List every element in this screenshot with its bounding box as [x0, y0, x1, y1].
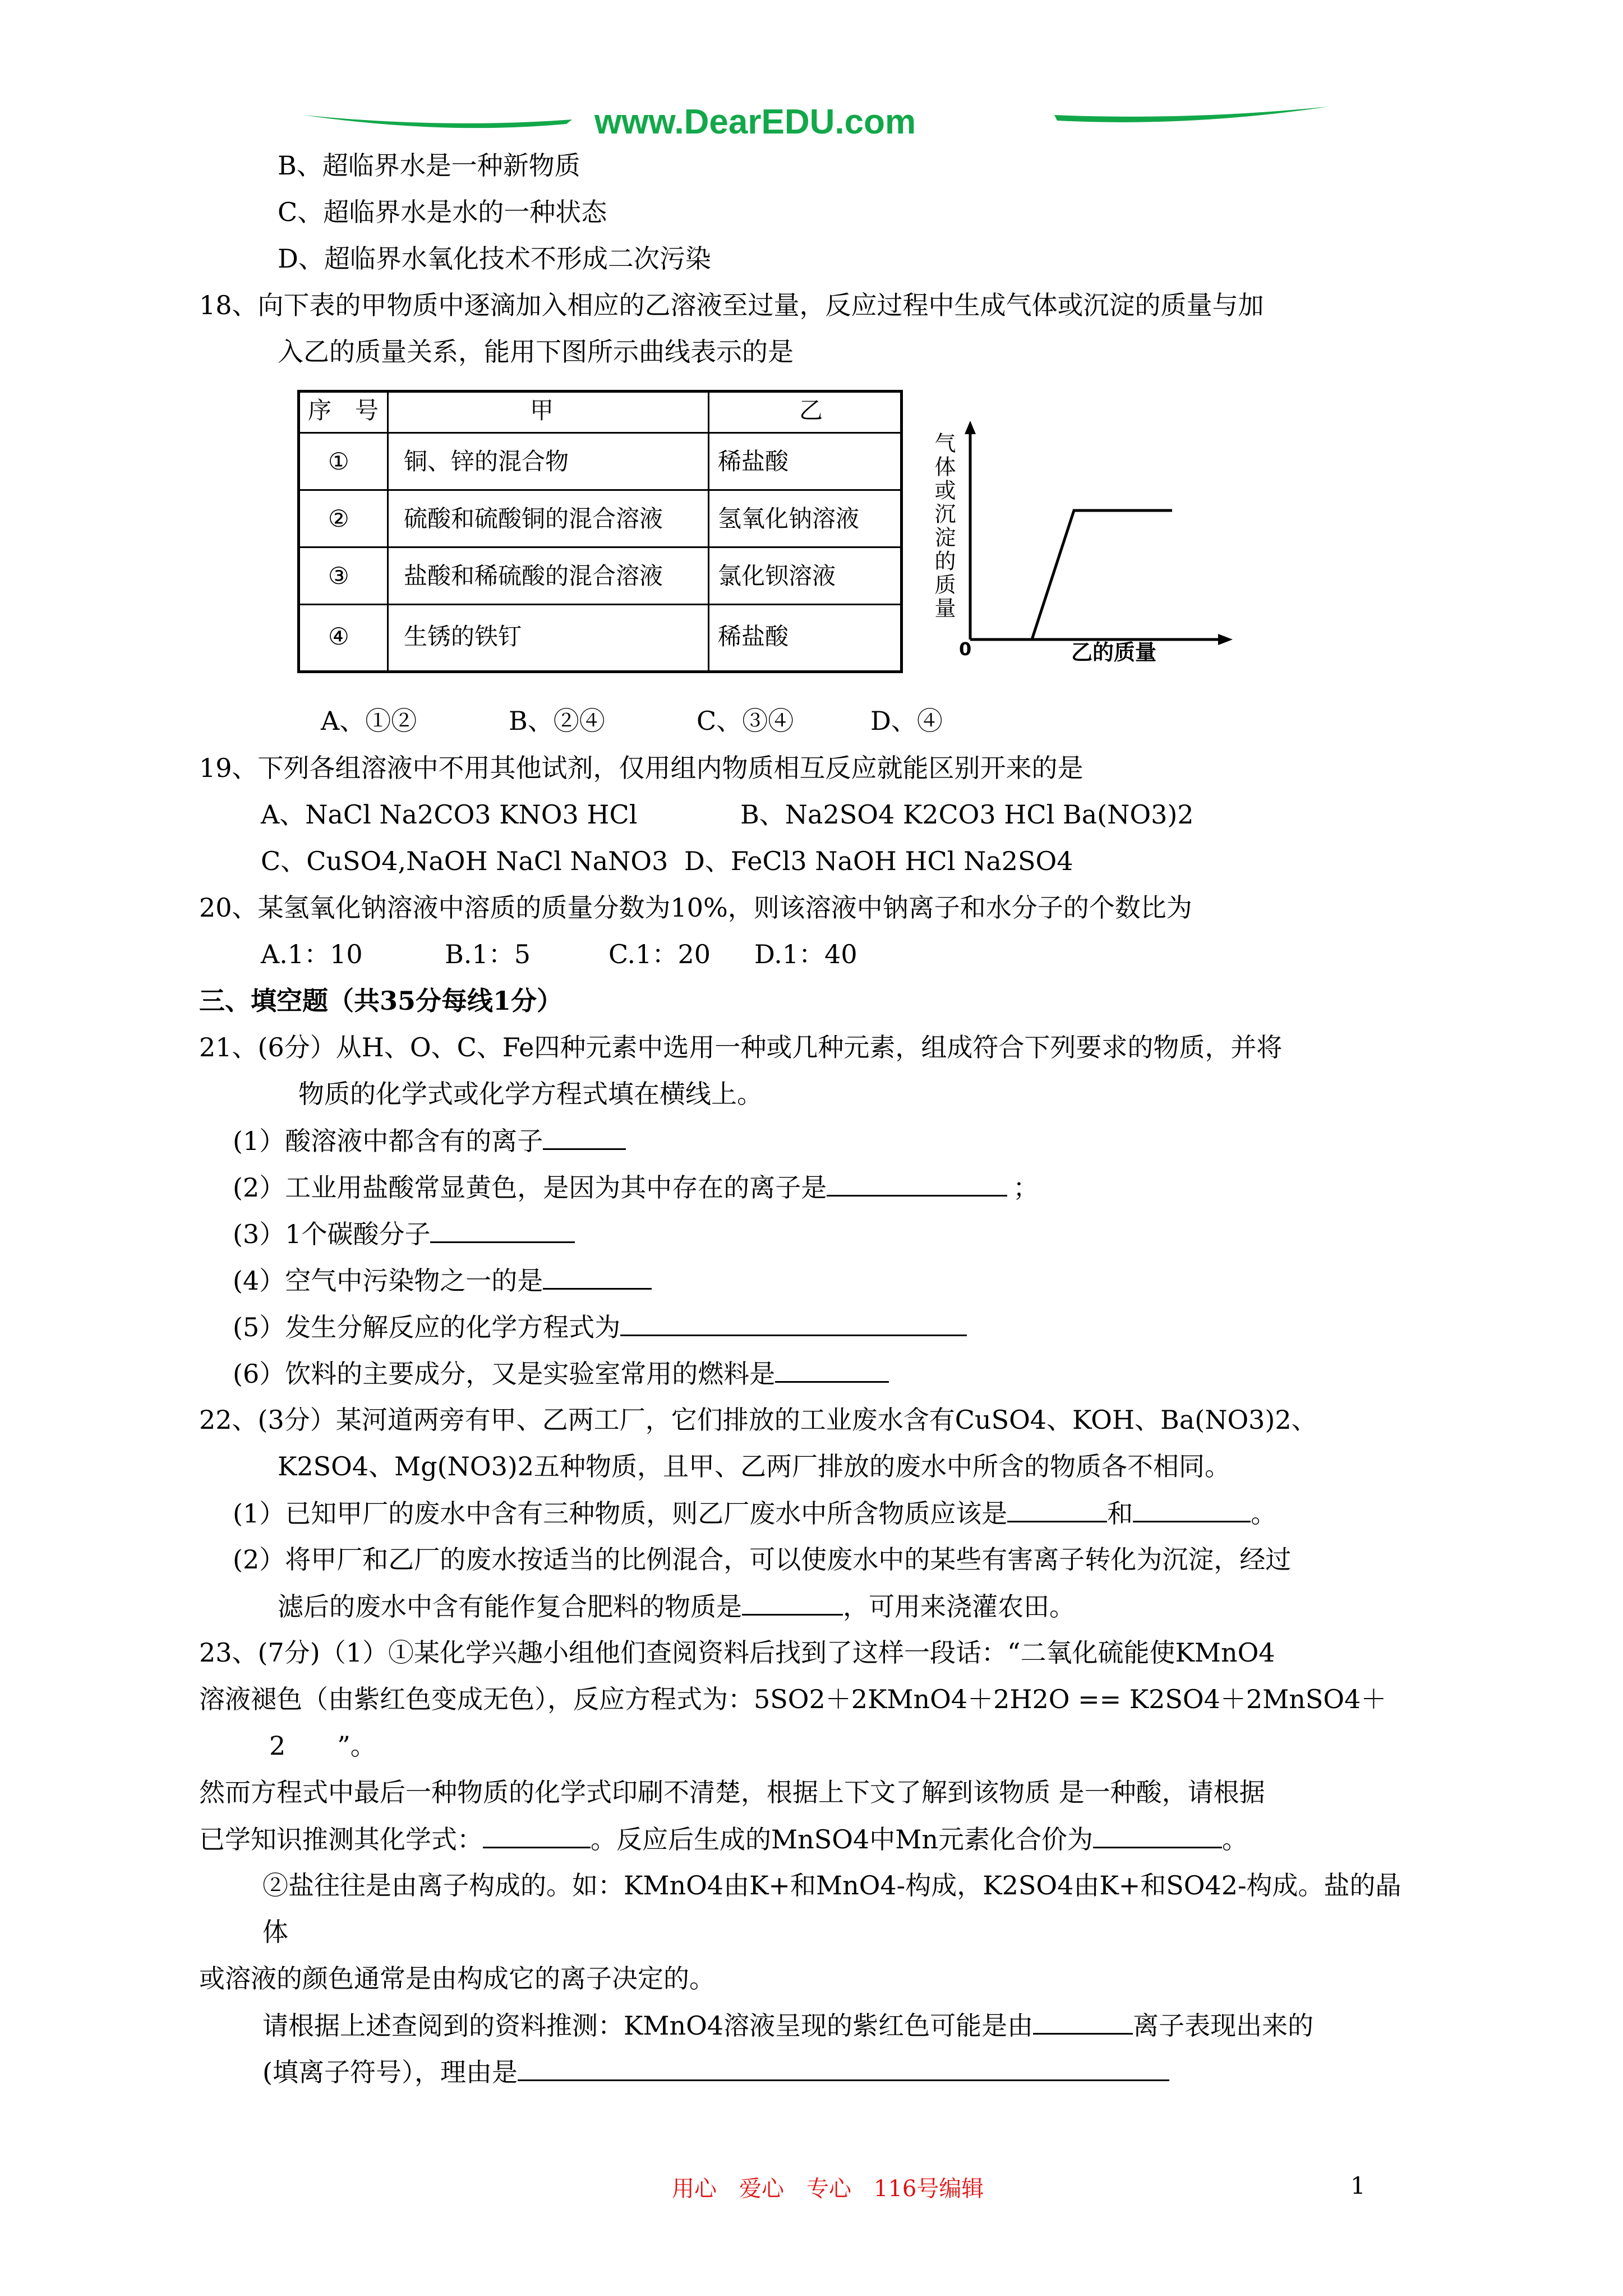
q22-stem-2: K2SO4、Mg(NO3)2五种物质，且甲、乙两厂排放的废水中所含的物质各不相同。	[278, 1451, 1231, 1481]
q18-option-a: A、①②	[321, 706, 417, 736]
row-yi: 氢氧化钠溶液	[718, 505, 860, 532]
row-no: ①	[328, 448, 349, 475]
table-header-jia: 甲	[530, 397, 554, 424]
answer-blank[interactable]	[1007, 1496, 1107, 1522]
answer-blank[interactable]	[1093, 1822, 1222, 1848]
q23-line-4: 然而方程式中最后一种物质的化学式印刷不清楚，根据上下文了解到该物质 是一种酸，请根据	[199, 1777, 1265, 1807]
row-no: ②	[328, 505, 349, 532]
q21-item-2: (2）工业用盐酸常显黄色，是因为其中存在的离子是 ；	[233, 1170, 1039, 1204]
q17-option-d: D、超临界水氧化技术不形成二次污染	[278, 243, 711, 274]
q21-item-4: (4）空气中污染物之一的是	[233, 1263, 652, 1297]
q23-line-3: 2 ”。	[269, 1731, 376, 1761]
answer-blank[interactable]	[543, 1124, 626, 1150]
q21-stem-1: 21、(6分）从H、O、C、Fe四种元素中选用一种或几种元素，组成符合下列要求的物质，并将	[199, 1032, 1283, 1062]
graph-x-label: 乙的质量	[1071, 640, 1157, 665]
row-jia: 盐酸和稀硫酸的混合溶液	[404, 562, 663, 590]
q19-option-c: C、CuSO4,NaOH NaCl NaNO3	[261, 846, 668, 876]
q19-option-d: D、FeCl3 NaOH HCl Na2SO4	[684, 846, 1073, 876]
table-header-yi: 乙	[799, 397, 823, 424]
row-yi: 稀盐酸	[718, 448, 789, 475]
q20-option-b: B.1：5	[445, 939, 531, 969]
graph-origin: 0	[959, 638, 972, 660]
answer-blank[interactable]	[775, 1356, 889, 1383]
q19-stem: 19、下列各组溶液中不用其他试剂，仅用组内物质相互反应就能区别开来的是	[199, 753, 1083, 783]
q23-line-2: 溶液褪色（由紫红色变成无色），反应方程式为：5SO2＋2KMnO4＋2H2O == K2SO4＋2MnSO4＋	[199, 1684, 1387, 1714]
q22-stem-1: 22、(3分）某河道两旁有甲、乙两工厂，它们排放的工业废水含有CuSO4、KOH、Ba(NO3)2、	[199, 1405, 1317, 1435]
q18-option-b: B、②④	[509, 706, 605, 736]
answer-blank[interactable]	[543, 1263, 652, 1290]
table-row	[300, 546, 900, 605]
table-row	[300, 432, 900, 491]
page-number: 1	[1350, 2172, 1366, 2200]
row-jia: 铜、锌的混合物	[404, 448, 569, 475]
q17-option-b: B、超临界水是一种新物质	[278, 150, 580, 181]
q23-line-1: 23、(7分)（1）①某化学兴趣小组他们查阅资料后找到了这样一段话：“二氧化硫能使KMnO4	[199, 1637, 1275, 1668]
q18-stem-2: 入乙的质量关系，能用下图所示曲线表示的是	[278, 337, 794, 367]
q20-option-d: D.1：40	[754, 939, 857, 969]
q22-part-2-line-1: (2）将甲厂和乙厂的废水按适当的比例混合，可以使废水中的某些有害离子转化为沉淀，经过	[233, 1544, 1292, 1575]
graph-y-label: 气体或沉淀的质量	[931, 432, 956, 620]
q23-line-5: 已学知识推测其化学式： 。反应后生成的MnSO4中Mn元素化合价为 。	[199, 1822, 1248, 1856]
row-no: ③	[328, 562, 349, 590]
answer-blank[interactable]	[518, 2055, 1169, 2081]
q17-option-c: C、超临界水是水的一种状态	[278, 197, 607, 227]
q19-option-b: B、Na2SO4 K2CO3 HCl Ba(NO3)2	[740, 799, 1194, 830]
q21-item-1: (1）酸溶液中都含有的离子	[233, 1124, 626, 1158]
q18-table	[297, 390, 903, 673]
q21-item-3: (3）1个碳酸分子	[233, 1217, 575, 1251]
q23-line-10: (填离子符号），理由是	[262, 2055, 1169, 2089]
q18-stem-1: 18、向下表的甲物质中逐滴加入相应的乙溶液至过量，反应过程中生成气体或沉淀的质量与加	[199, 290, 1264, 320]
q20-option-a: A.1：10	[261, 939, 363, 969]
answer-blank[interactable]	[430, 1217, 575, 1243]
answer-blank[interactable]	[483, 1822, 591, 1848]
answer-blank[interactable]	[620, 1310, 967, 1336]
row-jia: 生锈的铁钉	[404, 623, 522, 650]
row-jia: 硫酸和硫酸铜的混合溶液	[404, 505, 663, 532]
q18-graph	[920, 421, 1234, 668]
q20-option-c: C.1：20	[608, 939, 711, 969]
answer-blank[interactable]	[1033, 2008, 1133, 2035]
graph-axes	[920, 421, 1234, 668]
answer-blank[interactable]	[827, 1170, 1007, 1197]
footer-text: 用心 爱心 专心 116号编辑	[672, 2176, 984, 2202]
q19-option-a: A、NaCl Na2CO3 KNO3 HCl	[261, 799, 638, 830]
q18-option-c: C、③④	[697, 706, 794, 736]
answer-blank[interactable]	[742, 1589, 843, 1616]
table-row	[300, 489, 900, 548]
answer-blank[interactable]	[1133, 1496, 1251, 1522]
q21-stem-2: 物质的化学式或化学方程式填在横线上。	[298, 1079, 763, 1109]
q21-item-6: (6）饮料的主要成分，又是实验室常用的燃料是	[233, 1356, 889, 1391]
q22-part-2-line-2: 滤后的废水中含有能作复合肥料的物质是 ，可用来浇灌农田。	[278, 1589, 1075, 1623]
row-no: ④	[328, 623, 349, 650]
row-yi: 氯化钡溶液	[718, 562, 836, 590]
q23-line-7: 体	[262, 1917, 288, 1947]
q21-item-5: (5）发生分解反应的化学方程式为	[233, 1310, 967, 1344]
q23-line-8: 或溶液的颜色通常是由构成它的离子决定的。	[199, 1963, 715, 1994]
site-header[interactable]: www.DearEDU.com	[594, 103, 916, 141]
q23-line-6: ②盐往往是由离子构成的。如：KMnO4由K+和MnO4-构成，K2SO4由K+和SO42-构成。盐的晶	[262, 1870, 1401, 1901]
row-yi: 稀盐酸	[718, 623, 789, 650]
section3-title: 三、填空题（共35分每线1分）	[199, 986, 563, 1016]
table-header-no: 序 号	[308, 397, 379, 424]
q23-line-9: 请根据上述查阅到的资料推测：KMnO4溶液呈现的紫红色可能是由 离子表现出来的	[262, 2008, 1313, 2042]
q22-part-1: (1）已知甲厂的废水中含有三种物质，则乙厂废水中所含物质应该是 和 。	[233, 1496, 1276, 1530]
q18-option-d: D、④	[870, 706, 943, 736]
table-row	[300, 604, 900, 673]
q20-stem: 20、某氢氧化钠溶液中溶质的质量分数为10%，则该溶液中钠离子和水分子的个数比为	[199, 892, 1192, 923]
